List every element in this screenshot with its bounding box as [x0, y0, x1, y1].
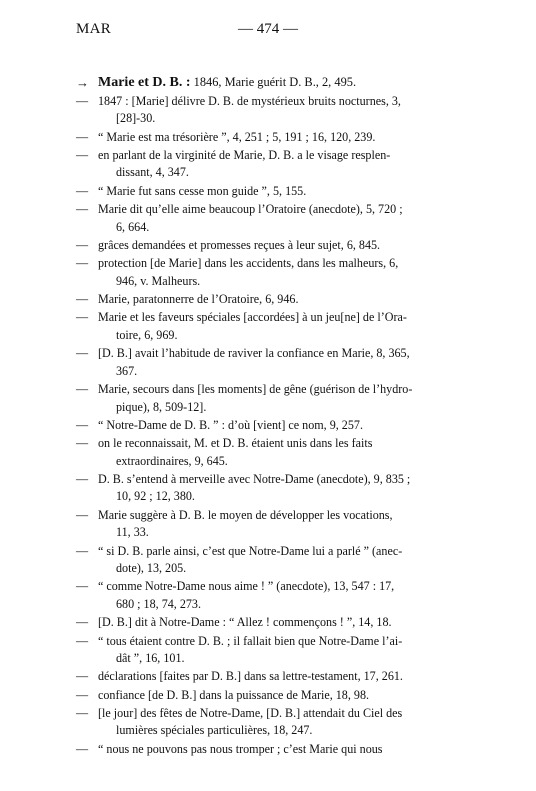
- index-entry: [76, 471, 468, 506]
- index-entry: [76, 129, 468, 146]
- entry-dash: —: [76, 202, 89, 217]
- entry-line: Marie, secours dans [les moments] de gêne (guérison de l’hydro-: [98, 382, 413, 397]
- entry-dash: —: [76, 436, 89, 451]
- index-entry: [76, 614, 468, 631]
- index-entry: [76, 633, 468, 668]
- entry-continuation-line: 946, v. Malheurs.: [116, 273, 201, 288]
- entry-dash: —: [76, 579, 89, 594]
- entry-line: [D. B.] avait l’habitude de raviver la confiance en Marie, 8, 365,: [98, 346, 410, 361]
- index-entry: [76, 741, 468, 758]
- entry-dash: —: [76, 417, 89, 432]
- index-entry: [76, 543, 468, 578]
- entry-line: 1847 : [Marie] délivre D. B. de mystérieux bruits nocturnes, 3,: [98, 93, 401, 108]
- entry-dash: —: [76, 93, 89, 108]
- entry-line: “ Notre-Dame de D. B. ” : d’où [vient] ce nom, 9, 257.: [98, 417, 363, 432]
- entry-line: “ Marie est ma trésorière ”, 4, 251 ; 5, 191 ; 16, 120, 239.: [98, 129, 376, 144]
- index-entry: [76, 705, 468, 740]
- index-entries: [76, 73, 468, 758]
- index-entry: [76, 417, 468, 434]
- entry-continuation-line: dât ”, 16, 101.: [116, 650, 185, 665]
- entry-dash: —: [76, 346, 89, 361]
- entry-line: grâces demandées et promesses reçues à leur sujet, 6, 845.: [98, 237, 381, 252]
- entry-continuation-line: extraordinaires, 9, 645.: [116, 453, 228, 468]
- index-entry: [76, 237, 468, 254]
- entry-dash: —: [76, 148, 89, 163]
- entry-line: “ comme Notre-Dame nous aime ! ” (anecdote), 13, 547 : 17,: [98, 579, 395, 594]
- entry-line: “ nous ne pouvons pas nous tromper ; c’est Marie qui nous: [98, 741, 383, 756]
- page-number: — 474 —: [238, 21, 298, 37]
- entry-continuation-line: toire, 6, 969.: [116, 327, 178, 342]
- entry-line: Marie, paratonnerre de l’Oratoire, 6, 946.: [98, 292, 299, 307]
- entry-dash: —: [76, 183, 89, 198]
- index-entry: [76, 507, 468, 542]
- arrow-icon: →: [76, 75, 89, 90]
- entry-dash: —: [76, 687, 89, 702]
- entry-dash: —: [76, 256, 89, 271]
- entry-dash: —: [76, 615, 89, 630]
- entry-dash: —: [76, 543, 89, 558]
- index-entry: [76, 309, 468, 344]
- index-entry: [76, 381, 468, 416]
- entry-dash: —: [76, 471, 89, 486]
- entry-dash: —: [76, 507, 89, 522]
- entry-line: déclarations [faites par D. B.] dans sa lettre-testament, 17, 261.: [98, 669, 403, 684]
- entry-dash: —: [76, 741, 89, 756]
- entry-line: Marie dit qu’elle aime beaucoup l’Oratoire (anecdote), 5, 720 ;: [98, 202, 403, 217]
- entry-dash: —: [76, 237, 89, 252]
- index-entry: [76, 201, 468, 236]
- headword: Marie et D. B. :: [98, 75, 191, 90]
- entry-line: protection [de Marie] dans les accidents, dans les malheurs, 6,: [98, 256, 399, 271]
- entry-dash: —: [76, 310, 89, 325]
- index-entry: [76, 291, 468, 308]
- entry-dash: —: [76, 292, 89, 307]
- index-entry: [76, 93, 468, 128]
- entry-line: [le jour] des fêtes de Notre-Dame, [D. B.] attendait du Ciel des: [98, 706, 403, 720]
- entry-dash: —: [76, 706, 89, 720]
- index-entry: [76, 578, 468, 613]
- index-entry: [76, 687, 468, 704]
- entry-continuation-line: 6, 664.: [116, 219, 150, 234]
- entry-line: “ tous étaient contre D. B. ; il fallait bien que Notre-Dame l’ai-: [98, 633, 403, 648]
- running-head: MAR: [76, 21, 112, 37]
- index-entry: [76, 183, 468, 200]
- entry-line: Marie suggère à D. B. le moyen de développer les vocations,: [98, 507, 393, 522]
- index-entry: [76, 345, 468, 380]
- entry-continuation-line: 11, 33.: [116, 525, 149, 540]
- entry-line: confiance [de D. B.] dans la puissance de Marie, 18, 98.: [98, 687, 370, 702]
- entry-continuation-line: dote), 13, 205.: [116, 561, 187, 576]
- index-entry: [76, 255, 468, 290]
- entry-continuation-line: pique), 8, 509-12].: [116, 399, 207, 414]
- entry-dash: —: [76, 633, 89, 648]
- entry-continuation-line: dissant, 4, 347.: [116, 165, 189, 180]
- entry-line: en parlant de la virginité de Marie, D. B. a le visage resplen-: [98, 148, 391, 163]
- index-entry: [76, 147, 468, 182]
- entry-continuation-line: 10, 92 ; 12, 380.: [116, 489, 195, 504]
- entry-line: “ si D. B. parle ainsi, c’est que Notre-Dame lui a parlé ” (anec-: [98, 543, 403, 558]
- head-entry-text: 1846, Marie guérit D. B., 2, 495.: [190, 75, 357, 89]
- entry-dash: —: [76, 669, 89, 684]
- entry-line: D. B. s’entend à merveille avec Notre-Dame (anecdote), 9, 835 ;: [98, 471, 411, 486]
- entry-continuation-line: [28]-30.: [116, 111, 156, 126]
- entry-line: [D. B.] dit à Notre-Dame : “ Allez ! commençons ! ”, 14, 18.: [98, 615, 392, 630]
- index-entry: [76, 435, 468, 470]
- entry-continuation-line: lumières spéciales particulières, 18, 247.: [116, 723, 313, 738]
- entry-line: Marie et les faveurs spéciales [accordées] à un jeu[ne] de l’Ora-: [98, 310, 407, 325]
- entry-continuation-line: 680 ; 18, 74, 273.: [116, 596, 201, 611]
- entry-line: on le reconnaissait, M. et D. B. étaient unis dans les faits: [98, 436, 373, 451]
- head-entry: [76, 73, 468, 92]
- entry-line: “ Marie fut sans cesse mon guide ”, 5, 155.: [98, 183, 307, 198]
- entry-dash: —: [76, 129, 89, 144]
- entry-continuation-line: 367.: [116, 363, 138, 378]
- index-entry: [76, 668, 468, 685]
- entry-dash: —: [76, 382, 89, 397]
